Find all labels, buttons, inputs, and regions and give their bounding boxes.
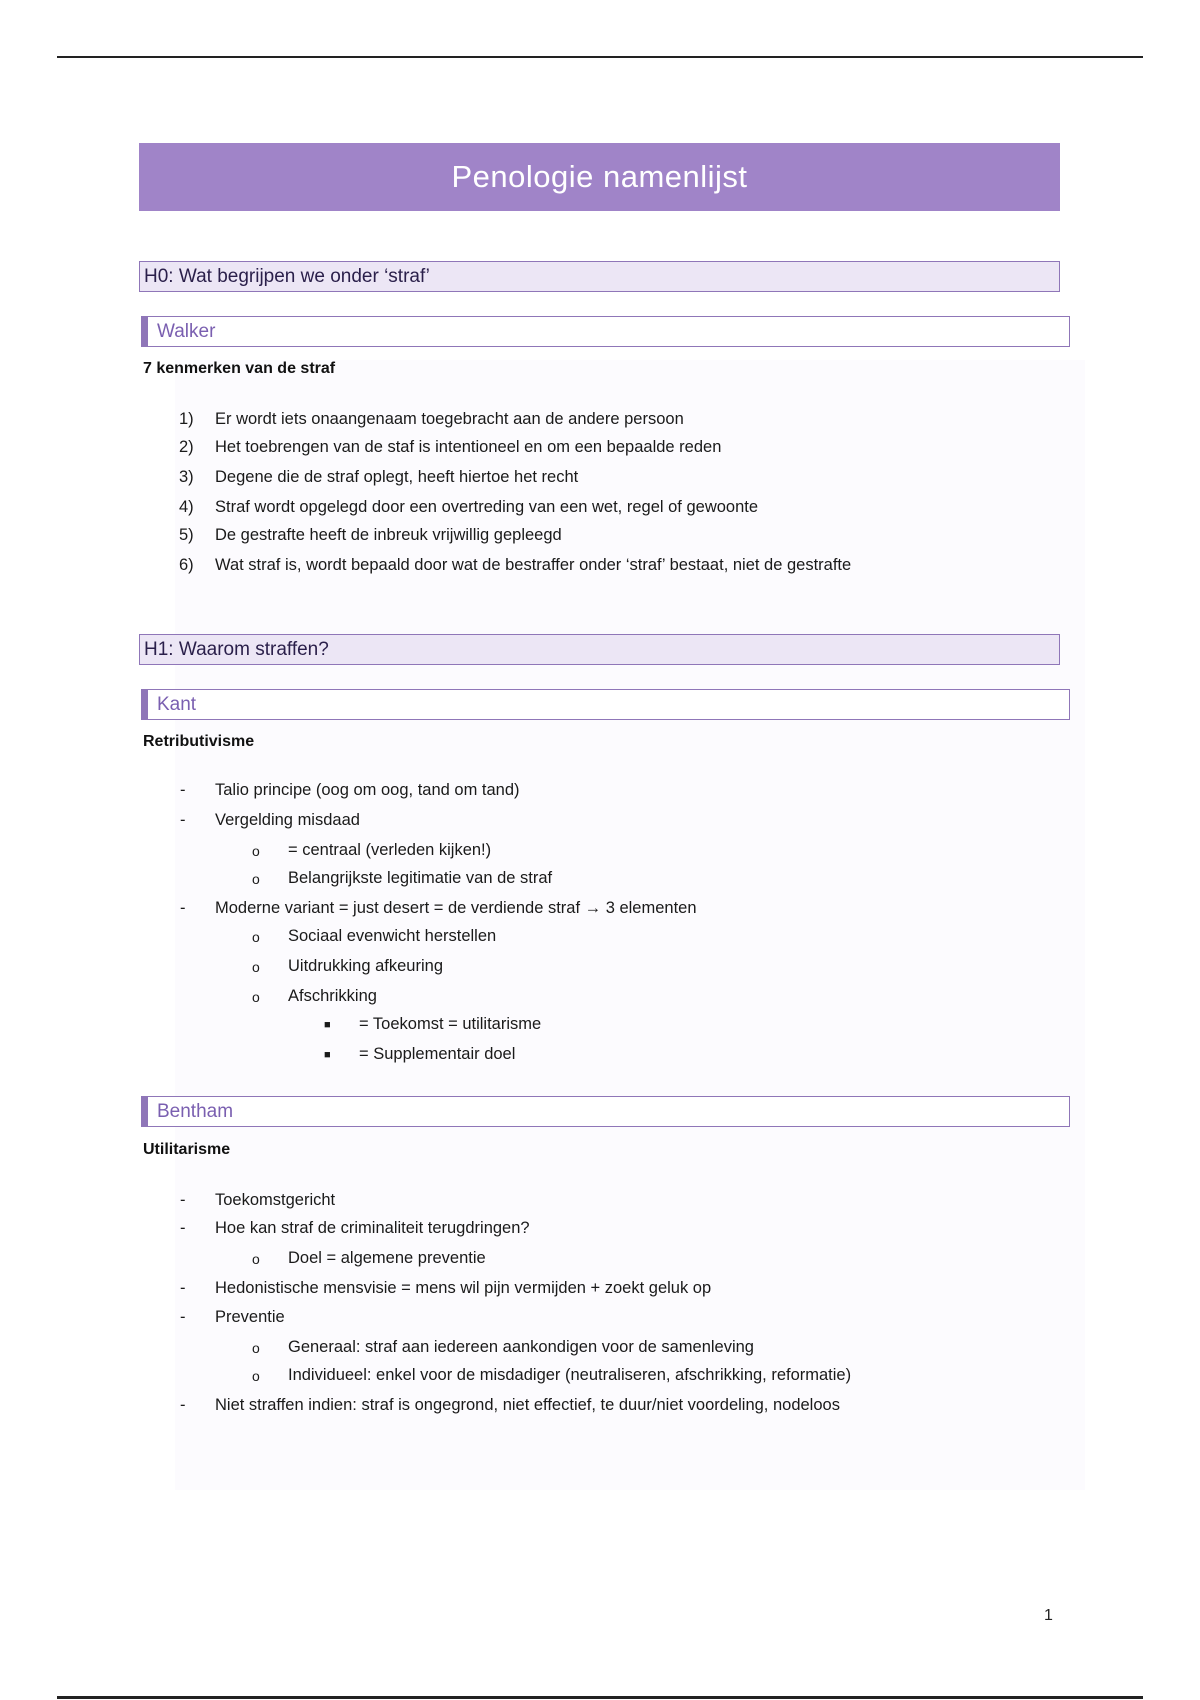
list-item: Straf wordt opgelegd door een overtreding van een wet, regel of gewoonte [215,498,759,516]
dash-bullet: - [180,1191,186,1209]
list-number: 5) [179,526,194,544]
circle-bullet: o [252,929,260,945]
list-number: 6) [179,556,194,574]
circle-bullet: o [252,1368,260,1384]
list-item: Generaal: straf aan iedereen aankondigen voor de samenleving [288,1338,754,1356]
lead-kenmerken: 7 kenmerken van de straf [143,360,336,377]
author-heading-kant: Kant [141,689,1070,720]
list-item: = centraal (verleden kijken!) [288,841,492,859]
circle-bullet: o [252,1251,260,1267]
author-heading-bentham: Bentham [141,1096,1070,1127]
lead-retributivisme: Retributivisme [143,733,255,750]
list-item: Wat straf is, wordt bepaald door wat de bestraffer onder ‘straf’ bestaat, niet de gestrafte [215,556,852,574]
list-item: Er wordt iets onaangenaam toegebracht aan de andere persoon [215,410,684,428]
header-rule [57,56,1143,58]
dash-bullet: - [180,1279,186,1297]
list-number: 4) [179,498,194,516]
dash-bullet: - [180,811,186,829]
chapter-heading-h0: H0: Wat begrijpen we onder ‘straf’ [139,261,1060,292]
list-item: Moderne variant = just desert = de verdiende straf → 3 elementen [215,899,697,917]
list-item: Sociaal evenwicht herstellen [288,927,497,945]
dash-bullet: - [180,1308,186,1326]
author-heading-walker: Walker [141,316,1070,347]
list-item: = Toekomst = utilitarisme [359,1015,542,1033]
list-item: Vergelding misdaad [215,811,360,829]
square-bullet: ■ [324,1049,331,1061]
list-item: Talio principe (oog om oog, tand om tand) [215,781,520,799]
document-title: Penologie namenlijst [451,159,748,194]
circle-bullet: o [252,959,260,975]
list-item: Niet straffen indien: straf is ongegrond, niet effectief, te duur/niet voordeling, nodeloos [215,1396,840,1414]
list-item: Uitdrukking afkeuring [288,957,443,975]
dash-bullet: - [180,1396,186,1414]
list-item: Hedonistische mensvisie = mens wil pijn vermijden + zoekt geluk op [215,1279,712,1297]
list-item: Het toebrengen van de staf is intentioneel en om een bepaalde reden [215,438,722,456]
list-item: Doel = algemene preventie [288,1249,486,1267]
dash-bullet: - [180,1219,186,1237]
circle-bullet: o [252,843,260,859]
lead-utilitarisme: Utilitarisme [143,1141,231,1158]
title-banner [139,143,1060,211]
list-item: = Supplementair doel [359,1045,516,1063]
list-item: Hoe kan straf de criminaliteit terugdringen? [215,1219,530,1237]
list-item: Individueel: enkel voor de misdadiger (neutraliseren, afschrikking, reformatie) [288,1366,852,1384]
list-item: Toekomstgericht [215,1191,336,1209]
list-item: Belangrijkste legitimatie van de straf [288,869,553,887]
circle-bullet: o [252,871,260,887]
list-item: De gestrafte heeft de inbreuk vrijwillig gepleegd [215,526,562,544]
dash-bullet: - [180,781,186,799]
footer-rule [57,1696,1143,1699]
page-number: 1 [1044,1607,1053,1624]
circle-bullet: o [252,1340,260,1356]
list-item: Degene die de straf oplegt, heeft hiertoe het recht [215,468,579,486]
circle-bullet: o [252,989,260,1005]
list-number: 1) [179,410,194,428]
chapter-heading-h1: H1: Waarom straffen? [139,634,1060,665]
dash-bullet: - [180,899,186,917]
list-item: Preventie [215,1308,285,1326]
list-number: 2) [179,438,194,456]
square-bullet: ■ [324,1019,331,1031]
list-item: Afschrikking [288,987,377,1005]
list-number: 3) [179,468,194,486]
